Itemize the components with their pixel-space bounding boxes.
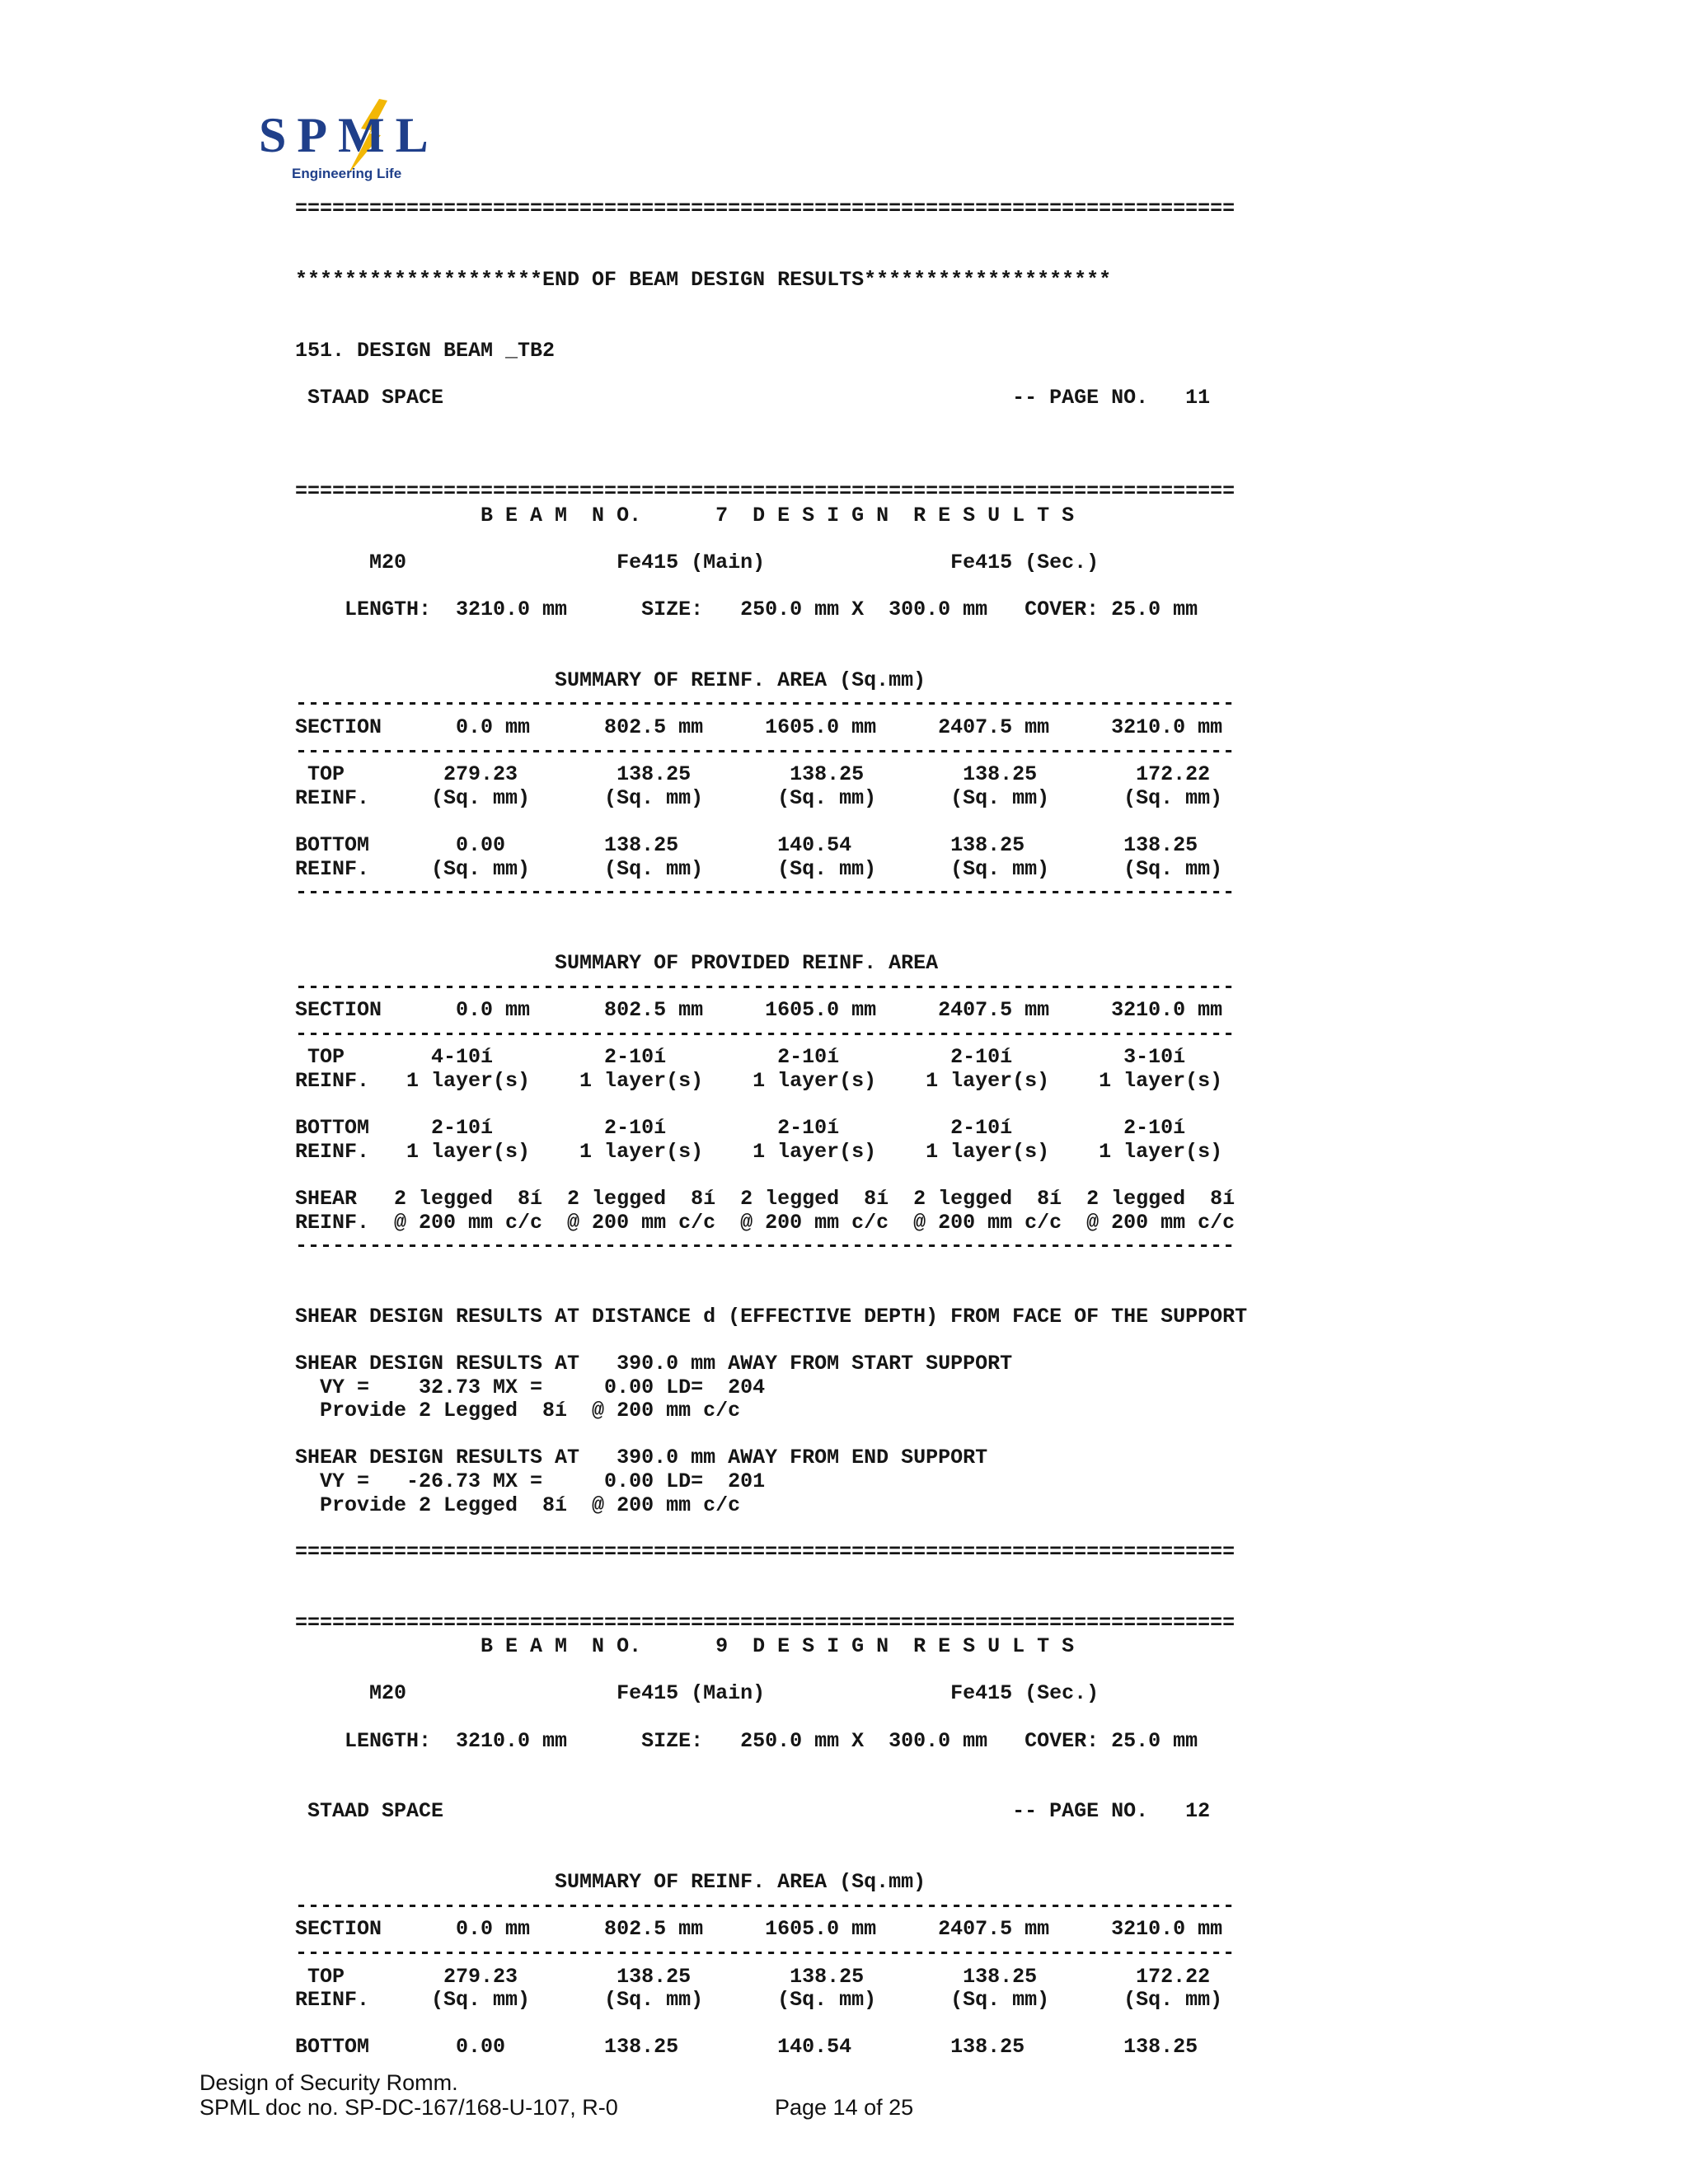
report-line: LENGTH: 3210.0 mm SIZE: 250.0 mm X 300.0 mm COVER: 25.0 mm <box>295 598 1198 622</box>
report-line: LENGTH: 3210.0 mm SIZE: 250.0 mm X 300.0 mm COVER: 25.0 mm <box>295 1728 1198 1753</box>
report-line: REINF. 1 layer(s) 1 layer(s) 1 layer(s) 1 layer(s) 1 layer(s) <box>295 1139 1223 1164</box>
report-line <box>295 1588 1247 1612</box>
report-line <box>295 1517 1247 1541</box>
report-line: SECTION 0.0 mm 802.5 mm 1605.0 mm 2407.5 mm 3210.0 mm <box>295 1917 1223 1942</box>
report-line: STAAD SPACE -- PAGE NO. 11 <box>295 385 1211 410</box>
report-line: B E A M N O. 9 D E S I G N R E S U L T S <box>295 1634 1075 1659</box>
report-line: ---------------------------------------------------------------------------- <box>295 880 1236 905</box>
report-line: ============================================================================ <box>295 1610 1236 1635</box>
report-line <box>295 1164 1247 1188</box>
report-line <box>295 316 1247 340</box>
report-line: ============================================================================ <box>295 480 1236 504</box>
report-line <box>295 928 1247 952</box>
report-line <box>295 1659 1247 1683</box>
report-line: TOP 279.23 138.25 138.25 138.25 172.22 <box>295 762 1211 787</box>
report-line: 151. DESIGN BEAM _TB2 <box>295 338 556 363</box>
report-line <box>295 645 1247 669</box>
report-line <box>295 245 1247 269</box>
report-line <box>295 1094 1247 1118</box>
report-line: Provide 2 Legged 8í @ 200 mm c/c <box>295 1399 741 1423</box>
footer-page-number: Page 14 of 25 <box>775 2095 914 2120</box>
report-line <box>295 1423 1247 1447</box>
report-line <box>295 457 1247 481</box>
report-line: ********************END OF BEAM DESIGN RESULTS******************** <box>295 267 1112 292</box>
report-line: SECTION 0.0 mm 802.5 mm 1605.0 mm 2407.5 mm 3210.0 mm <box>295 715 1223 740</box>
report-line <box>295 810 1247 834</box>
report-line: STAAD SPACE -- PAGE NO. 12 <box>295 1799 1211 1824</box>
report-line: BOTTOM 2-10í 2-10í 2-10í 2-10í 2-10í <box>295 1116 1186 1141</box>
report-line <box>295 905 1247 929</box>
report-line: TOP 4-10í 2-10í 2-10í 2-10í 3-10í <box>295 1045 1186 1070</box>
footer-document-title: Design of Security Romm. <box>199 2070 458 2095</box>
report-line: REINF. (Sq. mm) (Sq. mm) (Sq. mm) (Sq. mm) (Sq. mm) <box>295 1988 1223 2013</box>
report-line <box>295 1777 1247 1801</box>
spml-logo <box>257 89 447 188</box>
report-line: M20 Fe415 (Main) Fe415 (Sec.) <box>295 1681 1100 1706</box>
beam-design-report <box>295 198 1247 2060</box>
report-line: M20 Fe415 (Main) Fe415 (Sec.) <box>295 550 1100 574</box>
report-line <box>295 1258 1247 1282</box>
report-line <box>295 1564 1247 1588</box>
page-footer <box>199 2070 914 2120</box>
report-line: SUMMARY OF PROVIDED REINF. AREA <box>295 951 939 975</box>
report-line: SHEAR 2 legged 8í 2 legged 8í 2 legged 8í 2 legged 8í 2 legged 8í <box>295 1186 1236 1211</box>
report-line <box>295 1753 1247 1777</box>
report-line <box>295 292 1247 316</box>
report-line: TOP 279.23 138.25 138.25 138.25 172.22 <box>295 1964 1211 1989</box>
report-line: BOTTOM 0.00 138.25 140.54 138.25 138.25 <box>295 833 1198 858</box>
logo-wordmark: SPML <box>259 108 439 162</box>
report-line: REINF. (Sq. mm) (Sq. mm) (Sq. mm) (Sq. mm) (Sq. mm) <box>295 856 1223 881</box>
report-line: ---------------------------------------------------------------------------- <box>295 1893 1236 1918</box>
report-line: SECTION 0.0 mm 802.5 mm 1605.0 mm 2407.5 mm 3210.0 mm <box>295 998 1223 1023</box>
report-line <box>295 222 1247 246</box>
report-line: REINF. 1 layer(s) 1 layer(s) 1 layer(s) 1 layer(s) 1 layer(s) <box>295 1068 1223 1093</box>
report-line <box>295 434 1247 457</box>
report-line: ---------------------------------------------------------------------------- <box>295 1234 1236 1258</box>
report-line <box>295 622 1247 646</box>
report-line <box>295 1848 1247 1872</box>
report-line: Provide 2 Legged 8í @ 200 mm c/c <box>295 1493 741 1517</box>
report-line: BOTTOM 0.00 138.25 140.54 138.25 138.25 <box>295 2035 1198 2060</box>
report-line <box>295 527 1247 551</box>
footer-document-number: SPML doc no. SP-DC-167/168-U-107, R-0 <box>199 2095 618 2120</box>
report-line: SHEAR DESIGN RESULTS AT 390.0 mm AWAY FROM START SUPPORT <box>295 1352 1013 1376</box>
report-line: B E A M N O. 7 D E S I G N R E S U L T S <box>295 503 1075 527</box>
report-line: SHEAR DESIGN RESULTS AT 390.0 mm AWAY FROM END SUPPORT <box>295 1446 988 1470</box>
report-line: ---------------------------------------------------------------------------- <box>295 738 1236 763</box>
report-line: SUMMARY OF REINF. AREA (Sq.mm) <box>295 1870 926 1895</box>
report-line: VY = -26.73 MX = 0.00 LD= 201 <box>295 1469 766 1494</box>
report-line: SUMMARY OF REINF. AREA (Sq.mm) <box>295 668 926 692</box>
report-line: ---------------------------------------------------------------------------- <box>295 1940 1236 1965</box>
report-line: REINF. (Sq. mm) (Sq. mm) (Sq. mm) (Sq. mm) (Sq. mm) <box>295 785 1223 810</box>
report-line: ---------------------------------------------------------------------------- <box>295 974 1236 999</box>
report-line <box>295 363 1247 387</box>
report-line <box>295 410 1247 434</box>
report-line <box>295 1329 1247 1353</box>
logo-tagline: Engineering Life <box>292 166 402 181</box>
report-line: ---------------------------------------------------------------------------- <box>295 1021 1236 1046</box>
report-line <box>295 1706 1247 1730</box>
report-line <box>295 2013 1247 2036</box>
report-line: ============================================================================ <box>295 1540 1236 1564</box>
report-line: REINF. @ 200 mm c/c @ 200 mm c/c @ 200 mm c/c @ 200 mm c/c @ 200 mm c/c <box>295 1210 1236 1235</box>
report-line <box>295 575 1247 599</box>
report-line <box>295 1824 1247 1848</box>
report-line: ============================================================================ <box>295 197 1236 221</box>
report-line: ---------------------------------------------------------------------------- <box>295 691 1236 716</box>
report-line <box>295 1282 1247 1305</box>
report-line: VY = 32.73 MX = 0.00 LD= 204 <box>295 1375 766 1399</box>
report-line: SHEAR DESIGN RESULTS AT DISTANCE d (EFFECTIVE DEPTH) FROM FACE OF THE SUPPORT <box>295 1304 1248 1329</box>
